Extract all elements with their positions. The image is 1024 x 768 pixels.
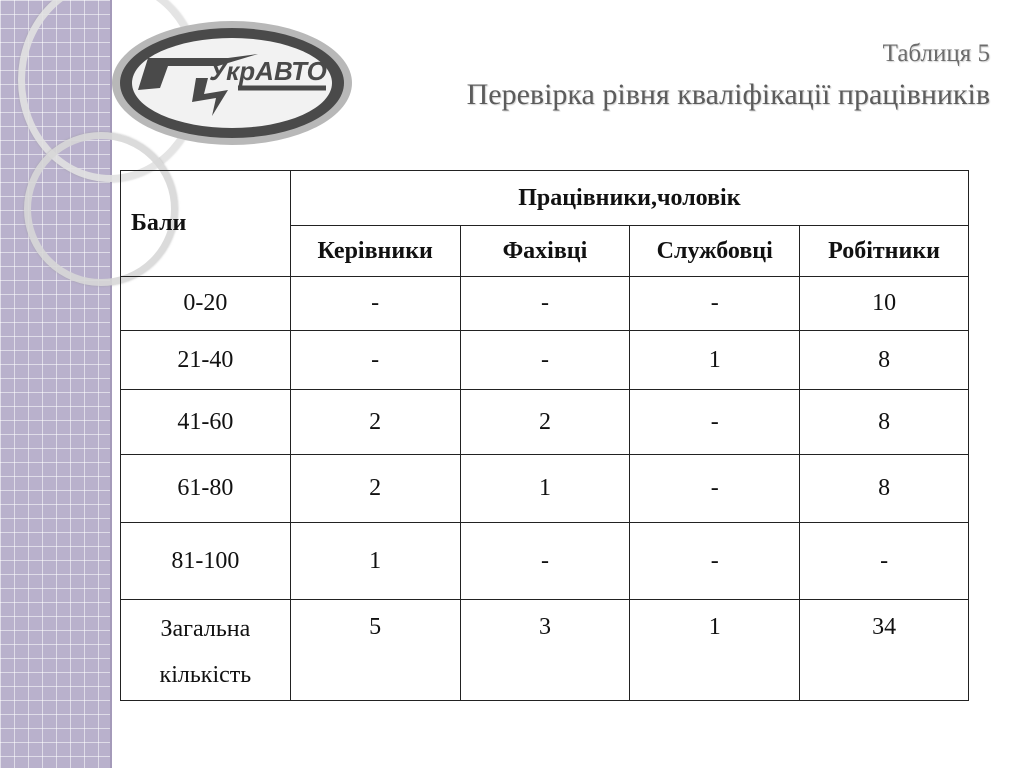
cell: 1 bbox=[460, 455, 630, 523]
cell: 8 bbox=[800, 390, 969, 455]
cell: 5 bbox=[290, 600, 460, 701]
cell: - bbox=[460, 331, 630, 390]
cell: 34 bbox=[800, 600, 969, 701]
table-row bbox=[121, 331, 969, 390]
cell: 1 bbox=[630, 331, 800, 390]
table-row bbox=[121, 277, 969, 331]
header-col-specialists: Фахівці bbox=[460, 226, 630, 277]
cell: 10 bbox=[800, 277, 969, 331]
cell: - bbox=[290, 331, 460, 390]
qualification-table bbox=[120, 170, 969, 701]
total-label-line1: Загальна bbox=[160, 616, 251, 642]
cell: - bbox=[460, 523, 630, 600]
row-label: 21-40 bbox=[121, 331, 291, 390]
row-label: 81-100 bbox=[121, 523, 291, 600]
logo-text: УкрАВТО bbox=[209, 56, 327, 86]
cell: 8 bbox=[800, 331, 969, 390]
cell: 8 bbox=[800, 455, 969, 523]
table-row bbox=[121, 523, 969, 600]
table-header-row bbox=[121, 171, 969, 226]
table-total-row bbox=[121, 600, 969, 701]
row-label: 41-60 bbox=[121, 390, 291, 455]
header-group-workers: Працівники,чоловік bbox=[290, 171, 968, 226]
cell: - bbox=[630, 277, 800, 331]
table-row bbox=[121, 390, 969, 455]
cell: - bbox=[290, 277, 460, 331]
cell: 2 bbox=[290, 455, 460, 523]
cell: - bbox=[800, 523, 969, 600]
cell: 2 bbox=[290, 390, 460, 455]
row-label: 0-20 bbox=[121, 277, 291, 331]
header-col-clerks: Службовці bbox=[630, 226, 800, 277]
cell: - bbox=[460, 277, 630, 331]
cell: - bbox=[630, 523, 800, 600]
cell: - bbox=[630, 455, 800, 523]
cell: 2 bbox=[460, 390, 630, 455]
header-col-workers: Робітники bbox=[800, 226, 969, 277]
total-label-line2: кількість bbox=[159, 662, 252, 688]
table-row bbox=[121, 455, 969, 523]
row-label: 61-80 bbox=[121, 455, 291, 523]
header-bali: Бали bbox=[121, 171, 291, 277]
page-title: Перевірка рівня кваліфікації працівників bbox=[466, 78, 990, 111]
header-col-managers: Керівники bbox=[290, 226, 460, 277]
cell: 1 bbox=[630, 600, 800, 701]
cell: - bbox=[630, 390, 800, 455]
cell: 1 bbox=[290, 523, 460, 600]
row-label-total bbox=[121, 600, 291, 701]
cell: 3 bbox=[460, 600, 630, 701]
ukravto-logo bbox=[108, 18, 356, 148]
table-number: Таблиця 5 bbox=[882, 40, 990, 67]
